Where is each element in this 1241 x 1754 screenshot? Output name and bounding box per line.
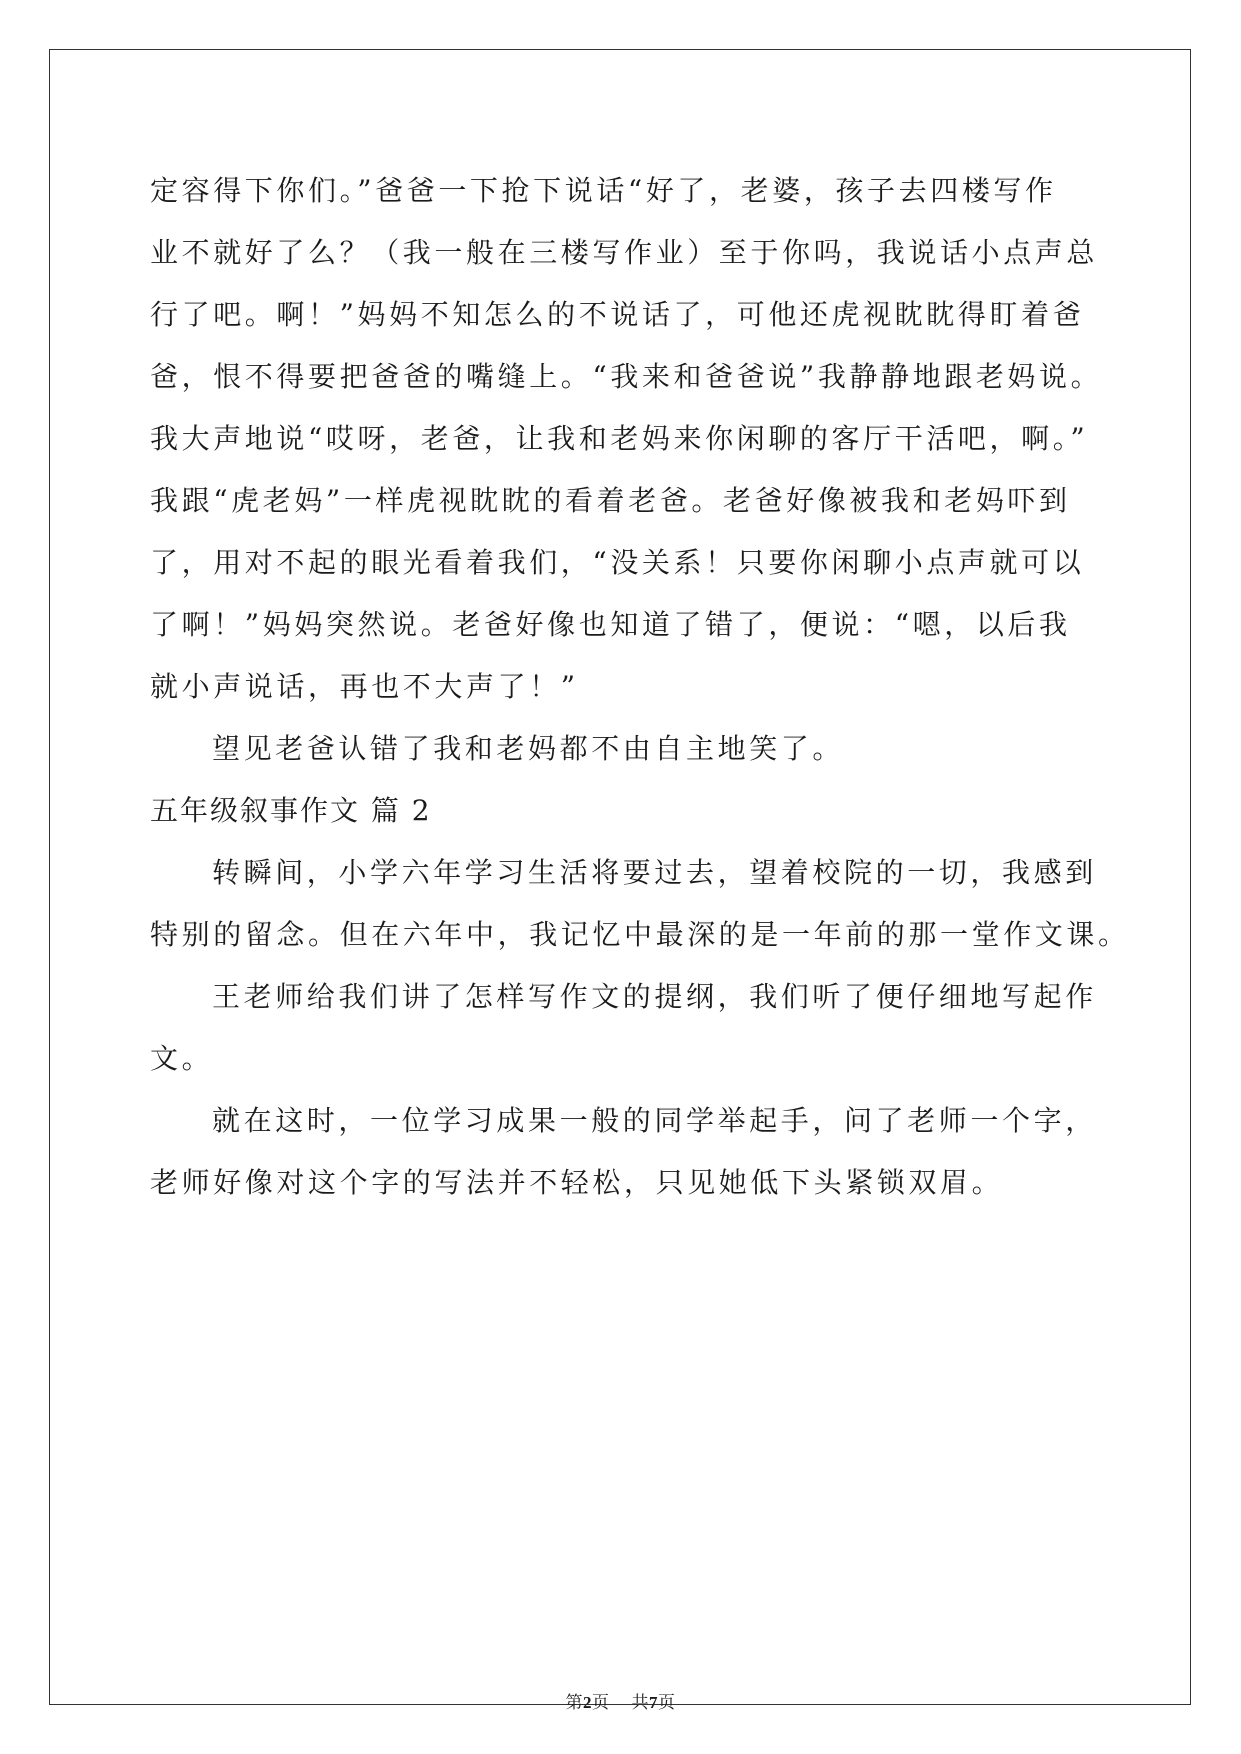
text-line: 了，用对不起的眼光看着我们，“没关系！只要你闲聊小点声就可以 — [150, 546, 1085, 579]
text-line: 行了吧。啊！”妈妈不知怎么的不说话了，可他还虎视眈眈得盯着爸 — [150, 298, 1085, 331]
page-prefix: 第 — [565, 1693, 583, 1713]
document-body — [150, 160, 1130, 1214]
text-line: 就小声说话，再也不大声了！” — [150, 670, 579, 703]
total-prefix: 共 — [631, 1693, 649, 1713]
text-line: 文。 — [150, 1042, 214, 1075]
text-line: 爸，恨不得要把爸爸的嘴缝上。“我来和爸爸说”我静静地跟老妈说。 — [150, 360, 1103, 393]
paragraph-line: 转瞬间，小学六年学习生活将要过去，望着校院的一切，我感到 — [212, 856, 1097, 889]
text-line: 老师好像对这个字的写法并不轻松，只见她低下头紧锁双眉。 — [150, 1166, 1004, 1199]
page-number: 2 — [583, 1693, 592, 1712]
total-pages: 7 — [649, 1693, 658, 1712]
paragraph-line: 就在这时，一位学习成果一般的同学举起手，问了老师一个字， — [212, 1104, 1097, 1137]
paragraph-line: 望见老爸认错了我和老妈都不由自主地笑了。 — [212, 732, 845, 765]
text-line: 定容得下你们。”爸爸一下抢下说话“好了，老婆，孩子去四楼写作 — [150, 174, 1057, 207]
text-line: 了啊！”妈妈突然说。老爸好像也知道了错了，便说：“嗯，以后我 — [150, 608, 1071, 641]
page-footer — [0, 1688, 1241, 1713]
text-line: 我大声地说“哎呀，老爸，让我和老妈来你闲聊的客厅干活吧，啊。” — [150, 422, 1089, 455]
page-suffix: 页 — [592, 1693, 610, 1713]
total-suffix: 页 — [658, 1693, 676, 1713]
section-heading: 五年级叙事作文 篇 2 — [150, 794, 432, 827]
text-line: 我跟“虎老妈”一样虎视眈眈的看着老爸。老爸好像被我和老妈吓到 — [150, 484, 1071, 517]
text-line: 特别的留念。但在六年中，我记忆中最深的是一年前的那一堂作文课。 — [150, 918, 1130, 951]
text-line: 业不就好了么？（我一般在三楼写作业）至于你吗，我说话小点声总 — [150, 236, 1099, 269]
paragraph-line: 王老师给我们讲了怎样写作文的提纲，我们听了便仔细地写起作 — [212, 980, 1097, 1013]
